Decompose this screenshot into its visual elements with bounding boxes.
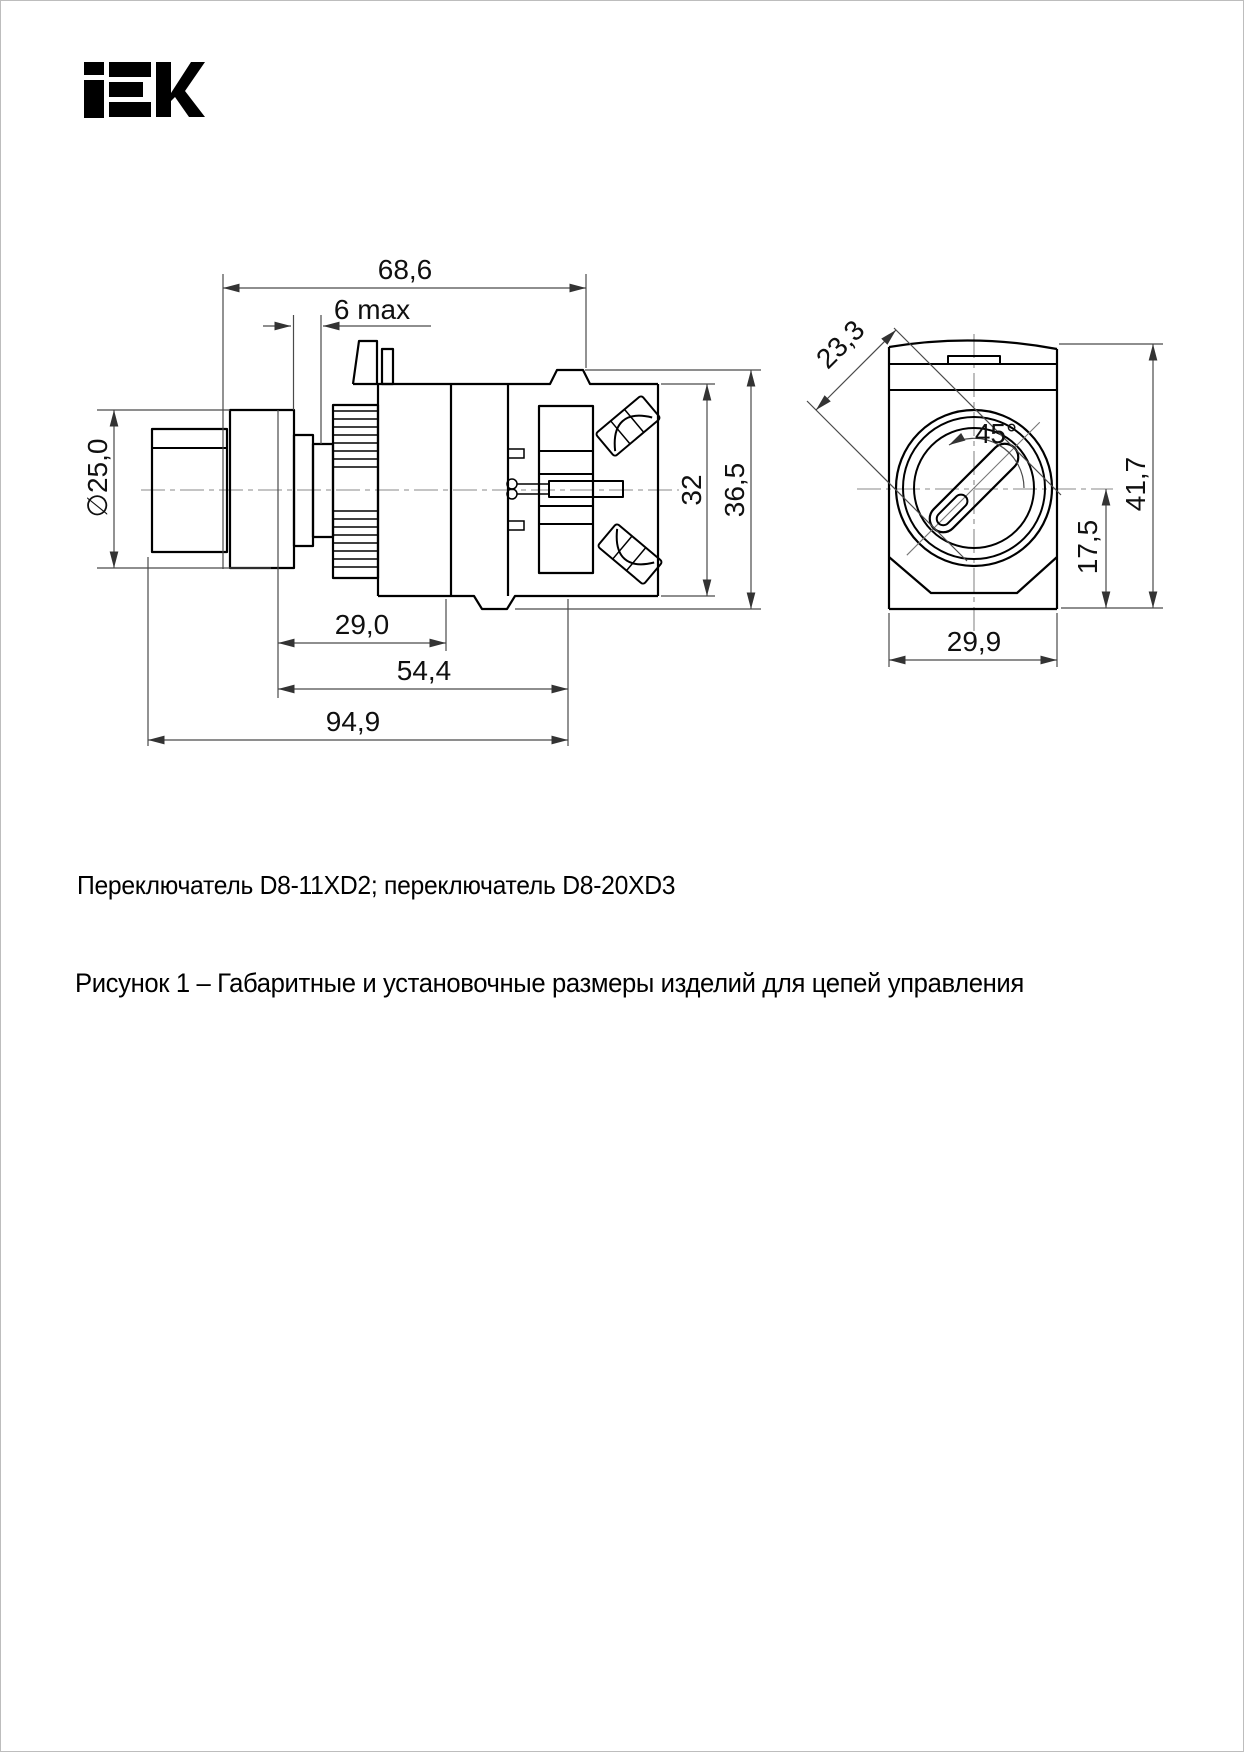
side-view-dimensions (82, 254, 761, 746)
figure-caption: Рисунок 1 – Габаритные и установочные размеры изделий для цепей управления (75, 968, 1024, 998)
dim-label-32: 32 (676, 474, 707, 506)
logo-k-arms (171, 62, 205, 117)
side-view-drawing (141, 341, 679, 609)
dim-label-68-6: 68,6 (377, 254, 433, 285)
housing-top-edge (353, 370, 658, 384)
dim-label-d25: ∅25,0 (82, 438, 113, 518)
bottom-chamfer (889, 557, 1057, 593)
product-models-text: Переключатель D8-11XD2; переключатель D8-20XD3 (77, 870, 676, 900)
threaded-bushing (333, 405, 378, 578)
iek-logo (84, 62, 205, 118)
dim-label-45deg: 45° (974, 418, 1018, 449)
dim-label-17-5: 17,5 (1072, 519, 1103, 575)
block-notch-top (508, 449, 524, 458)
dim-label-6max: 6 max (333, 294, 411, 325)
logo-i-dot (84, 62, 104, 75)
dim-label-94-9: 94,9 (325, 706, 381, 737)
front-view-drawing (857, 334, 1113, 649)
dim-label-29-0: 29,0 (334, 609, 390, 640)
front-bezel (230, 410, 294, 568)
screw-terminal-top (595, 395, 660, 457)
block-notch-bottom (508, 521, 524, 530)
anti-rotation-tab (353, 341, 377, 384)
dim-label-23-3: 23,3 (810, 314, 871, 375)
dim-label-29-9: 29,9 (946, 626, 1002, 657)
housing-bottom-edge (378, 596, 658, 609)
logo-e-bottom-bar (109, 102, 151, 117)
logo-e-top-bar (109, 62, 151, 77)
logo-k-stem (156, 62, 171, 117)
thread-ribs (333, 411, 378, 567)
dim-label-54-4: 54,4 (396, 655, 452, 686)
logo-i-stem (84, 80, 104, 118)
screw-terminal-bottom (597, 523, 662, 585)
front-view-dimensions (807, 314, 1163, 667)
dim-label-36-5: 36,5 (719, 462, 750, 518)
plunger (549, 481, 623, 497)
dim-label-41-7: 41,7 (1120, 456, 1151, 512)
tab-prong (382, 349, 393, 384)
switch-housing (353, 341, 658, 609)
logo-e-mid-bar (109, 82, 143, 97)
